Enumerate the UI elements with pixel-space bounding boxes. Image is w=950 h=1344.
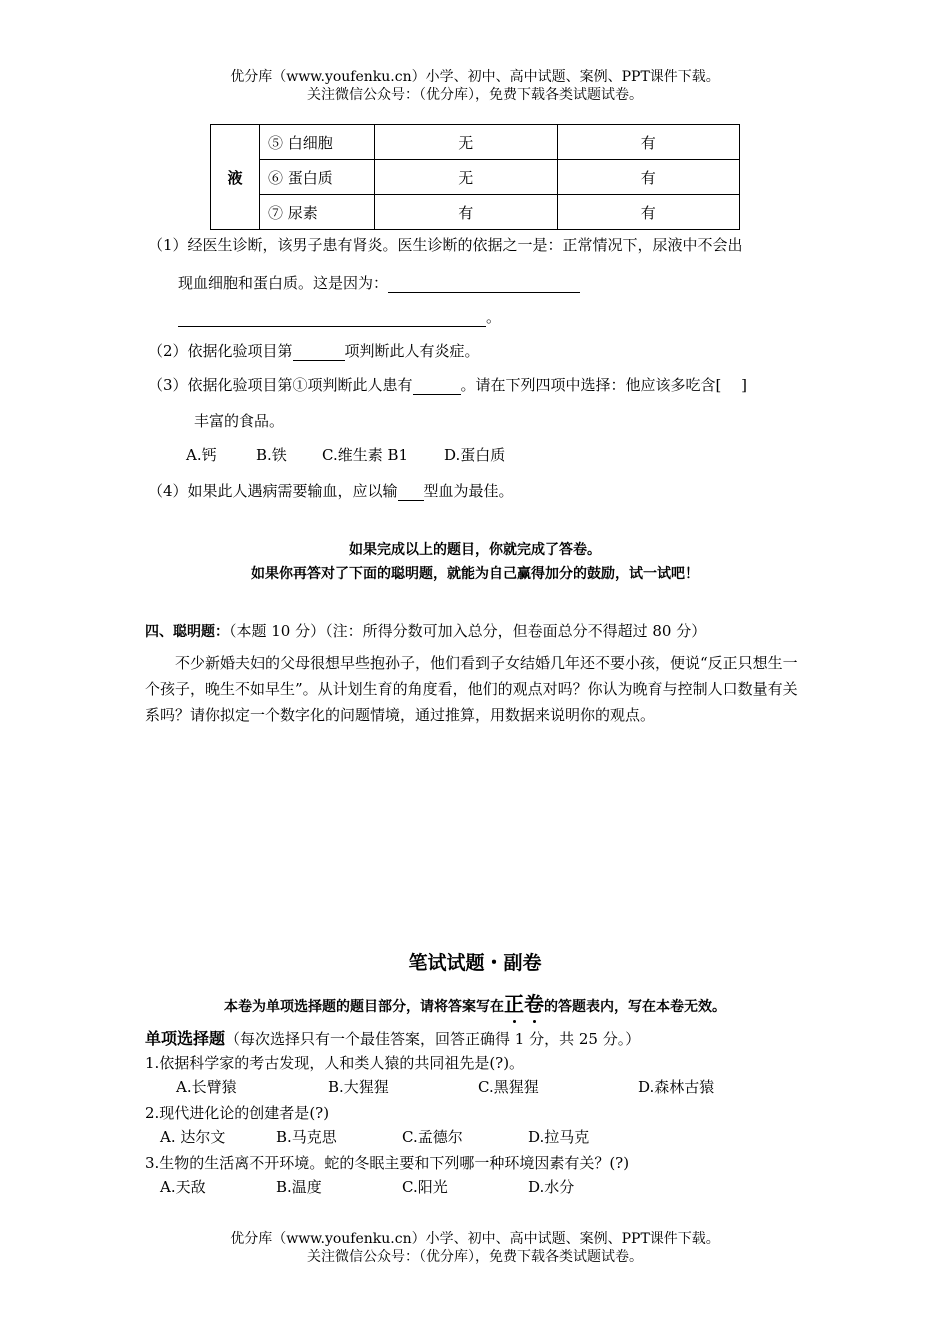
option-a[interactable]: A.天敌 xyxy=(160,1178,206,1196)
item-cell: ⑥ 蛋白质 xyxy=(260,160,375,195)
instruction-pre: 本卷为单项选择题的题目部分，请将答案写在 xyxy=(224,999,504,1015)
mc-note: （每次选择只有一个最佳答案，回答正确得 1 分，共 25 分。） xyxy=(225,1030,641,1048)
instruction-post: 的答题表内，写在本卷无效。 xyxy=(544,999,726,1015)
option-b[interactable]: B.大猩猩 xyxy=(328,1078,389,1096)
mc-question-3-options xyxy=(160,1176,840,1197)
lab-results-table xyxy=(210,124,740,230)
encouragement-line-2: 如果你再答对了下面的聪明题，就能为自己赢得加分的鼓励，试一试吧！ xyxy=(251,566,699,582)
section-4-note: （本题 10 分）（注：所得分数可加入总分，但卷面总分不得超过 80 分） xyxy=(229,622,707,640)
option-a[interactable]: A. 达尔文 xyxy=(160,1128,226,1146)
question-4-post: 型血为最佳。 xyxy=(423,482,514,500)
answer-blank[interactable] xyxy=(293,342,345,361)
section-4-heading xyxy=(145,620,825,641)
option-d[interactable]: D.水分 xyxy=(528,1178,575,1196)
item-cell: ⑦ 尿素 xyxy=(260,195,375,230)
section-4-title: 四、聪明题： xyxy=(145,624,229,640)
question-2 xyxy=(148,340,828,361)
secondary-instruction xyxy=(0,988,950,1017)
mc-question-1-options xyxy=(176,1076,856,1097)
question-3-post: 。请在下列四项中选择：他应该多吃含[ ] xyxy=(460,376,748,394)
option-c[interactable]: C.维生素 B1 xyxy=(322,446,409,464)
answer-blank[interactable] xyxy=(388,274,580,293)
question-3-options xyxy=(186,444,786,465)
answer-blank[interactable] xyxy=(398,482,424,501)
page-header xyxy=(0,68,950,104)
value-cell: 无 xyxy=(375,160,558,195)
encouragement-line-1: 如果完成以上的题目，你就完成了答卷。 xyxy=(349,542,601,558)
mc-question-2: 2.现代进化论的创建者是(?) xyxy=(145,1104,330,1122)
header-line-2: 关注微信公众号：（优分库），免费下载各类试题试卷。 xyxy=(307,87,643,103)
option-c[interactable]: C.孟德尔 xyxy=(402,1128,463,1146)
table-row xyxy=(211,125,740,160)
table-row xyxy=(211,160,740,195)
question-1-line-3 xyxy=(178,306,828,327)
emphasis-char: 正 xyxy=(504,988,524,1017)
footer-line-1: 优分库（www.youfenku.cn）小学、初中、高中试题、案例、PPT课件下载。 xyxy=(230,1231,720,1247)
question-1-text: 现血细胞和蛋白质。这是因为： xyxy=(178,274,389,292)
question-1-end: 。 xyxy=(486,308,502,326)
question-4-pre: （4）如果此人遇病需要输血，应以输 xyxy=(148,482,398,500)
item-cell: ⑤ 白细胞 xyxy=(260,125,375,160)
question-2-pre: （2）依据化验项目第 xyxy=(148,342,293,360)
mc-question-3: 3.生物的生活离不开环境。蛇的冬眠主要和下列哪一种环境因素有关？(?) xyxy=(145,1154,630,1172)
option-a[interactable]: A.长臂猿 xyxy=(176,1078,237,1096)
option-d[interactable]: D.拉马克 xyxy=(528,1128,590,1146)
answer-blank[interactable] xyxy=(178,308,486,327)
encouragement xyxy=(0,538,950,586)
question-3-line-2: 丰富的食品。 xyxy=(194,412,285,430)
value-cell: 有 xyxy=(557,195,740,230)
question-3-pre: （3）依据化验项目第①项判断此人患有 xyxy=(148,376,413,394)
value-cell: 有 xyxy=(557,125,740,160)
footer-line-2: 关注微信公众号：（优分库），免费下载各类试题试卷。 xyxy=(307,1249,643,1265)
question-4 xyxy=(148,480,828,501)
table-row xyxy=(211,195,740,230)
option-a[interactable]: A.钙 xyxy=(186,446,217,464)
option-b[interactable]: B.温度 xyxy=(276,1178,322,1196)
emphasis-char: 卷 xyxy=(524,988,544,1017)
option-c[interactable]: C.黑猩猩 xyxy=(478,1078,539,1096)
question-3 xyxy=(148,374,828,395)
section-4-body: 不少新婚夫妇的父母很想早些抱孙子，他们看到子女结婚几年还不要小孩，便说“反正只想生一个孩子，晚生不如早生”。从计划生育的角度看，他们的观点对吗？你认为晚育与控制人口数量有关系吗？请你拟定一个数字化的问题情境，通过推算，用数据来说明你的观点。 xyxy=(145,654,798,724)
secondary-title: 笔试试题・副卷 xyxy=(408,952,542,974)
value-cell: 有 xyxy=(557,160,740,195)
option-d[interactable]: D.森林古猿 xyxy=(638,1078,715,1096)
mc-question-2-options xyxy=(160,1126,840,1147)
question-2-post: 项判断此人有炎症。 xyxy=(344,342,480,360)
mc-question-1: 1.依据科学家的考古发现，人和类人猿的共同祖先是(?)。 xyxy=(145,1054,525,1072)
value-cell: 无 xyxy=(375,125,558,160)
mc-heading xyxy=(145,1026,845,1049)
mc-title: 单项选择题 xyxy=(145,1029,226,1048)
option-b[interactable]: B.马克思 xyxy=(276,1128,337,1146)
answer-blank[interactable] xyxy=(413,376,461,395)
option-c[interactable]: C.阳光 xyxy=(402,1178,448,1196)
question-1-line-1: （1）经医生诊断，该男子患有肾炎。医生诊断的依据之一是：正常情况下，尿液中不会出 xyxy=(148,236,743,254)
header-line-1: 优分库（www.youfenku.cn）小学、初中、高中试题、案例、PPT课件下载。 xyxy=(230,69,720,85)
page-footer xyxy=(0,1230,950,1266)
value-cell: 有 xyxy=(375,195,558,230)
question-1-line-2 xyxy=(178,272,828,293)
category-cell: 液 xyxy=(211,125,260,230)
option-b[interactable]: B.铁 xyxy=(256,446,287,464)
option-d[interactable]: D.蛋白质 xyxy=(444,446,506,464)
